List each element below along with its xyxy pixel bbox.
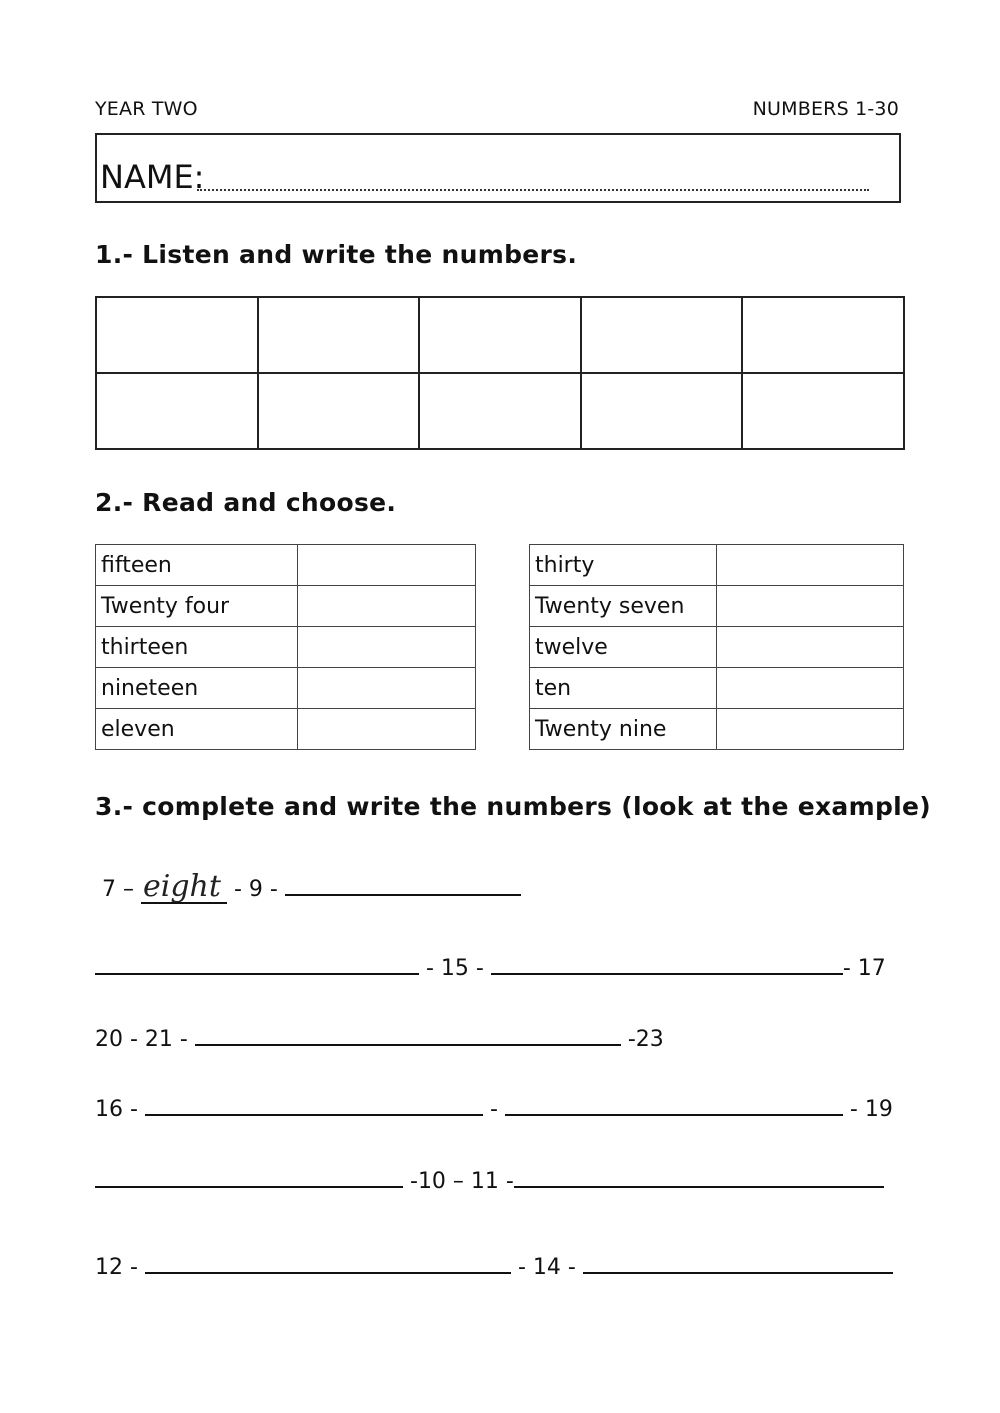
sequence-text: 20 - 21 - (95, 1027, 188, 1052)
answer-blank[interactable] (285, 876, 521, 896)
word-table-right (529, 544, 904, 750)
answer-cell[interactable] (419, 373, 581, 449)
sequence-text: 12 - (95, 1255, 138, 1280)
sequence-line-3 (95, 1026, 664, 1052)
number-word: nineteen (96, 668, 298, 709)
worksheet-topic: NUMBERS 1-30 (752, 98, 899, 120)
table-row (96, 627, 476, 668)
number-word: thirteen (96, 627, 298, 668)
answer-blank[interactable] (145, 1254, 511, 1274)
grid-row (96, 297, 904, 373)
sequence-line-1 (102, 869, 521, 904)
answer-cell[interactable] (258, 373, 420, 449)
exercise-2-title: 2.- Read and choose. (95, 488, 397, 517)
answer-blank[interactable] (145, 1096, 483, 1116)
number-word: eleven (96, 709, 298, 750)
answer-cell[interactable] (298, 586, 476, 627)
worksheet-level: YEAR TWO (95, 98, 198, 120)
answer-cell[interactable] (298, 709, 476, 750)
sequence-line-5 (95, 1168, 884, 1194)
answer-cell[interactable] (581, 373, 743, 449)
sequence-text: 16 - (95, 1097, 138, 1122)
number-word: Twenty nine (530, 709, 717, 750)
number-word: ten (530, 668, 717, 709)
answer-cell[interactable] (717, 668, 904, 709)
sequence-text: 7 – (102, 877, 134, 902)
sequence-text: - 15 - (426, 956, 484, 981)
table-row (530, 586, 904, 627)
sequence-text: - 17 (842, 956, 886, 981)
answer-cell[interactable] (717, 545, 904, 586)
table-row (530, 668, 904, 709)
sequence-text: - 14 - (517, 1255, 576, 1280)
sequence-line-2 (95, 955, 886, 981)
name-label: NAME: (100, 158, 205, 196)
answer-cell[interactable] (581, 297, 743, 373)
exercise-1-title: 1.- Listen and write the numbers. (95, 240, 578, 269)
answer-cell[interactable] (298, 545, 476, 586)
answer-cell[interactable] (717, 586, 904, 627)
answer-blank[interactable] (505, 1096, 843, 1116)
table-row (530, 545, 904, 586)
number-word: Twenty four (96, 586, 298, 627)
name-field[interactable] (95, 133, 901, 203)
number-word: fifteen (96, 545, 298, 586)
answer-blank[interactable] (583, 1254, 893, 1274)
answer-cell[interactable] (298, 627, 476, 668)
answer-blank[interactable] (95, 955, 419, 975)
word-table-left (95, 544, 476, 750)
answer-blank[interactable] (514, 1168, 884, 1188)
table-row (530, 627, 904, 668)
sequence-line-6 (95, 1254, 893, 1280)
table-row (530, 709, 904, 750)
sequence-text: -10 – 11 - (410, 1169, 514, 1194)
answer-blank[interactable] (95, 1168, 403, 1188)
example-answer: eight (141, 872, 227, 904)
answer-cell[interactable] (717, 709, 904, 750)
answer-cell[interactable] (96, 373, 258, 449)
answer-cell[interactable] (258, 297, 420, 373)
table-row (96, 709, 476, 750)
sequence-text: - (489, 1097, 498, 1122)
number-word: twelve (530, 627, 717, 668)
grid-row (96, 373, 904, 449)
number-word: Twenty seven (530, 586, 717, 627)
sequence-text: - 9 - (233, 877, 278, 902)
answer-cell[interactable] (717, 627, 904, 668)
answer-blank[interactable] (491, 955, 843, 975)
sequence-text: -23 (627, 1027, 664, 1052)
exercise-1-answer-grid (95, 296, 905, 450)
sequence-text: - 19 (849, 1097, 893, 1122)
answer-cell[interactable] (96, 297, 258, 373)
sequence-line-4 (95, 1096, 893, 1122)
table-row (96, 668, 476, 709)
number-word: thirty (530, 545, 717, 586)
table-row (96, 586, 476, 627)
answer-cell[interactable] (298, 668, 476, 709)
answer-cell[interactable] (742, 373, 904, 449)
exercise-3-title: 3.- complete and write the numbers (look at the example) (95, 792, 931, 821)
answer-blank[interactable] (195, 1026, 621, 1046)
answer-cell[interactable] (742, 297, 904, 373)
answer-cell[interactable] (419, 297, 581, 373)
name-dotted-line (197, 189, 869, 191)
table-row (96, 545, 476, 586)
